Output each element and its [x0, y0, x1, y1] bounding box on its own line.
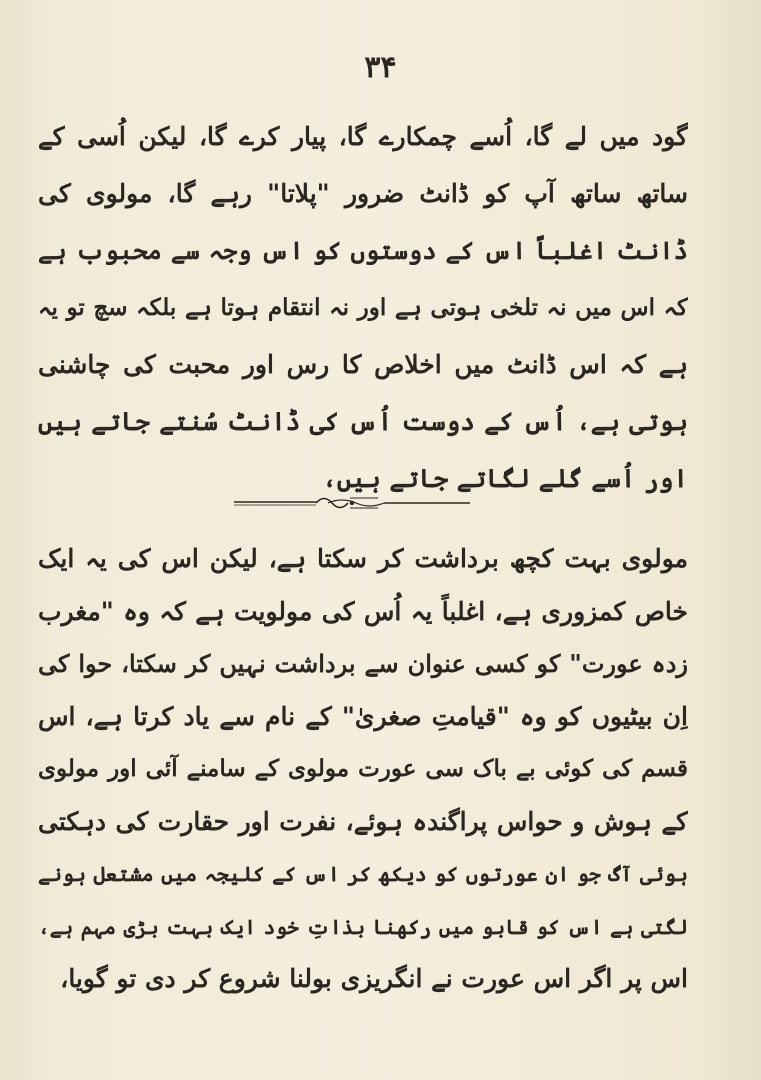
- page-number: ۳۴: [364, 50, 397, 85]
- text-line: مولوی بہت کچھ برداشت کر سکتا ہے، لیکن اس کی یہ ایک: [38, 544, 688, 573]
- text-line: ہے کہ اس ڈانٹ میں اخلاص کا رس اور محبت کی چاشنی: [38, 350, 688, 379]
- text-line: ہوئی آگ جو ان عورتوں کو دیکھ کر اس کے کلیجہ میں مشتعل ہونے: [38, 862, 688, 886]
- text-line: گود میں لے گا، اُسے چمکارے گا، پیار کرے گا، لیکن اُسی کے: [38, 122, 688, 151]
- text-line: ساتھ ساتھ آپ کو ڈانٹ ضرور "پلاتا" رہے گا، مولوی کی: [38, 179, 688, 208]
- text-line: ڈانٹ اغلباً اس کے دوستوں کو اس وجہ سے محبوب ہے: [38, 236, 688, 265]
- text-line: قسم کی کوئی بے باک سی عورت مولوی کے سامنے آئی اور مولوی: [38, 755, 688, 782]
- text-line: اس پر اگر اس عورت نے انگریزی بولنا شروع کر دی تو گویا،: [60, 964, 688, 993]
- text-line: کہ اس میں نہ تلخی ہوتی ہے اور نہ انتقام ہوتا ہے بلکہ سچ تو یہ: [38, 294, 688, 321]
- text-line: کے ہوش و حواس پراگندہ ہوئے، نفرت اور حقارت کی دہکتی: [38, 806, 688, 836]
- text-line: لگتی ہے اس کو قابو میں رکھنا بذاتِ خود ایک بہت بڑی مہم ہے،: [38, 914, 688, 939]
- paragraph-1: [38, 108, 688, 507]
- text-line: زدہ عورت" کو کسی عنوان سے برداشت نہیں کر سکتا، حوا کی: [38, 649, 688, 678]
- text-line: اِن بیٹیوں کو وہ "قیامتِ صغریٰ" کے نام سے یاد کرتا ہے، اس: [38, 701, 688, 731]
- paragraph-2: [38, 533, 688, 1006]
- text-line: ہوتی ہے، اُس کے دوست اُس کی ڈانٹ سُنتے جاتے ہیں: [38, 407, 688, 436]
- text-line: خاص کمزوری ہے، اغلباً یہ اُس کی مولویت ہے کہ وہ "مغرب: [38, 596, 688, 626]
- text-line: اور اُسے گلے لگاتے جاتے ہیں،: [322, 464, 688, 493]
- section-divider-ornament: [232, 488, 472, 518]
